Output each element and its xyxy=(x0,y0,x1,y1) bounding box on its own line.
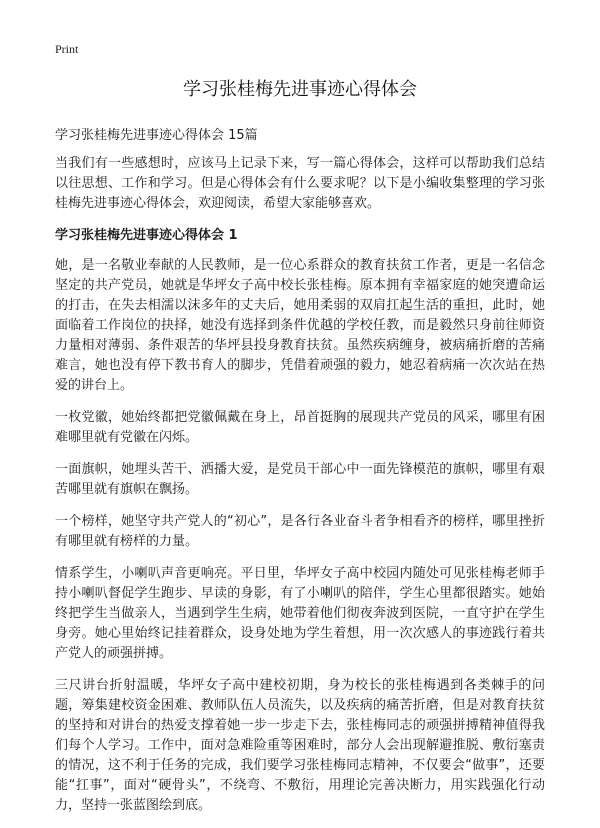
body-paragraph: 一面旗帜，她埋头苦干、洒播大爱，是党员干部心中一面先锋模范的旗帜，哪里有艰苦哪里就有旗帜在飘扬。 xyxy=(55,462,545,497)
body-paragraph: 她，是一名敬业奉献的人民教师，是一位心系群众的教育扶贫工作者，更是一名信念坚定的共产党员，她就是华坪女子高中校长张桂梅。原本拥有幸福家庭的她突遭命运的打击，在失去相濡以沫多年的丈夫后，她用柔弱的双肩扛起生活的重担，此时，她面临着工作岗位的抉择，她没有选择到条件优越的学校任教，而是毅然只身前往师资力量相对薄弱、条件艰苦的华坪县投身教育扶贫。虽然疾病缠身，被病痛折磨的苦痛难言，她也没有停下教书育人的脚步，凭借着顽强的毅力，她忍着病痛一次次站在热爱的讲台上。 xyxy=(55,258,545,393)
document-subtitle: 学习张桂梅先进事迹心得体会 15篇 xyxy=(55,128,258,143)
body-paragraph: 情系学生，小喇叭声音更响亮。平日里，华坪女子高中校园内随处可见张桂梅老师手持小喇叭督促学生跑步、早读的身影，有了小喇叭的陪伴，学生心里都很踏实。她始终把学生当做亲人，当遇到学生生病，她带着他们彻夜奔波到医院，一直守护在学生身旁。她心里始终记挂着群众，设身处地为学生着想，用一次次感人的事迹践行着共产党人的顽强拼搏。 xyxy=(55,566,545,661)
body-paragraph: 一个榜样，她坚守共产党人的“初心”，是各行各业奋斗者争相看齐的榜样，哪里挫折有哪里就有榜样的力量。 xyxy=(55,514,545,549)
page-title: 学习张桂梅先进事迹心得体会 xyxy=(183,79,417,100)
body-paragraph: 三尺讲台折射温暖，华坪女子高中建校初期，身为校长的张桂梅遇到各类棘手的问题，筹集建校资金困难、教师队伍人员流失，以及疾病的痛苦折磨，但是对教育扶贫的坚持和对讲台的热爱支撑着她一步一步走下去，张桂梅同志的顽强拼搏精神值得我们每个人学习。工作中，面对急难险重等困难时，部分人会出现解避推脱、敷衍塞责的情况，这不利于任务的完成，我们要学习张桂梅同志精神，不仅要会“做事”，还要能“扛事”，面对“硬骨头”，不绕弯、不敷衍，用理论完善决断力，用实践强化行动力，坚持一张蓝图绘到底。 xyxy=(55,678,545,813)
print-link[interactable]: Print xyxy=(55,42,79,56)
body-paragraph: 一枚党徽，她始终都把党徽佩戴在身上，昂首挺胸的展现共产党员的风采，哪里有困难哪里就有党徽在闪烁。 xyxy=(55,410,545,445)
intro-paragraph: 当我们有一些感想时，应该马上记录下来，写一篇心得体会，这样可以帮助我们总结以往思想、工作和学习。但是心得体会有什么要求呢？以下是小编收集整理的学习张桂梅先进事迹心得体会，欢迎阅读，希望大家能够喜欢。 xyxy=(55,156,545,211)
section-heading: 学习张桂梅先进事迹心得体会 1 xyxy=(55,228,238,243)
